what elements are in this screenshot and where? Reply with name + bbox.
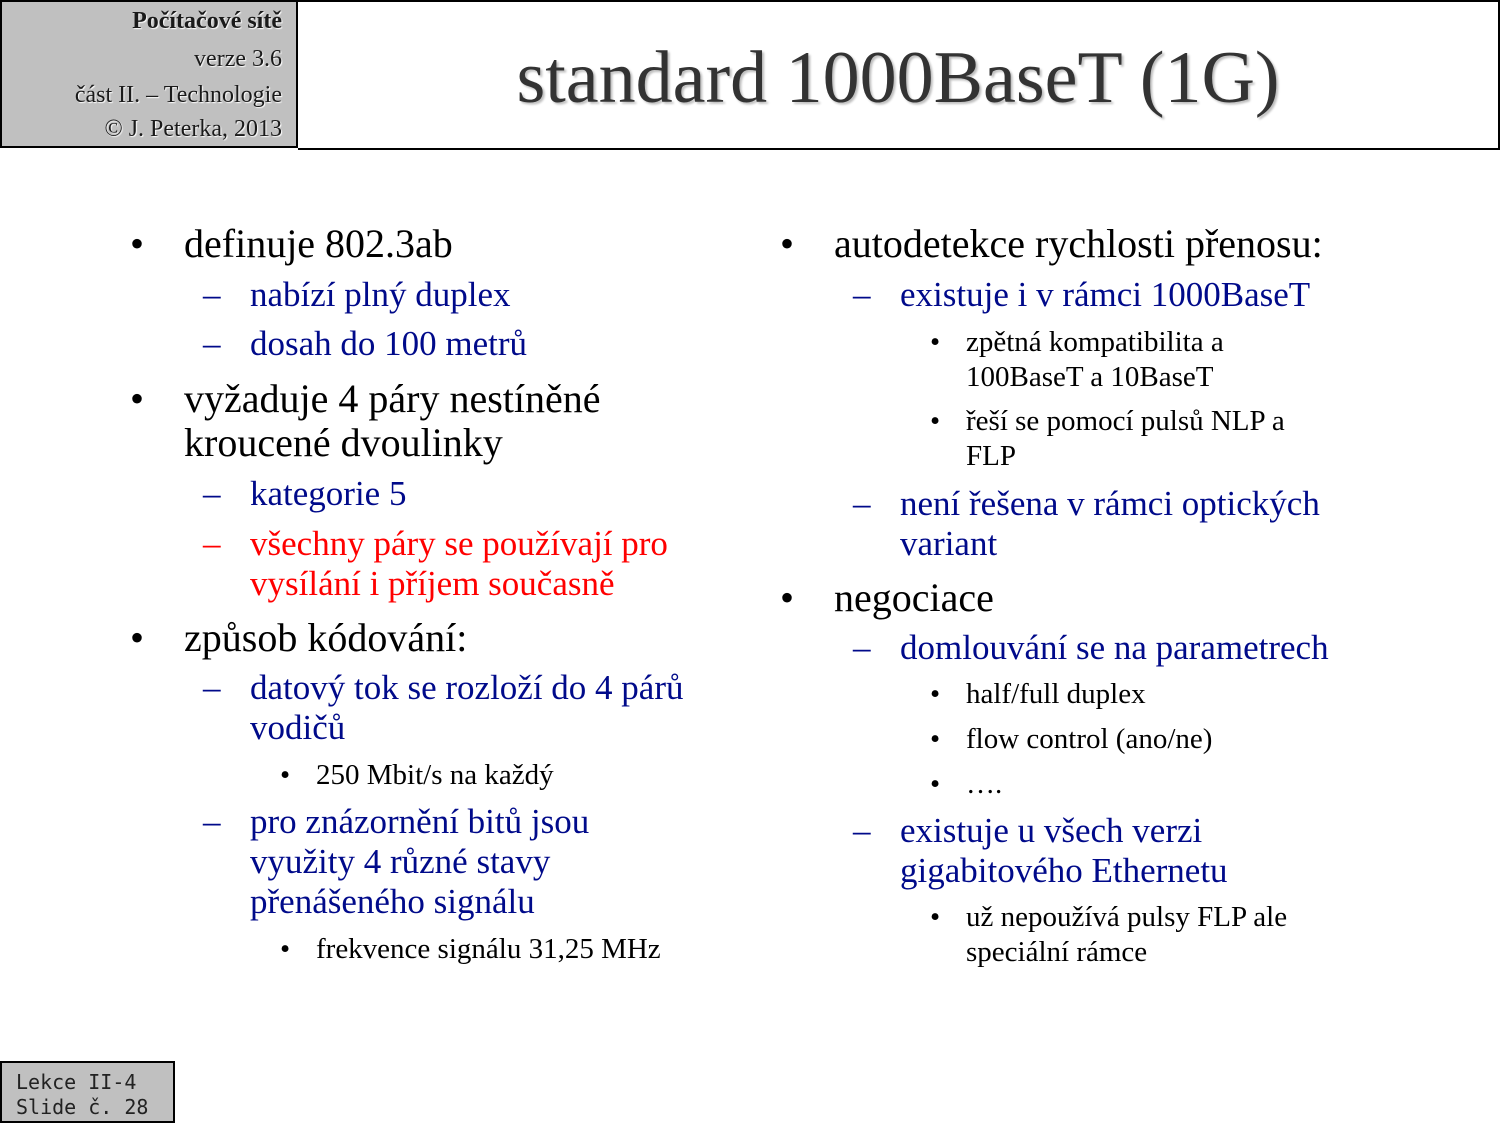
bullet-marker: • <box>930 723 941 755</box>
bullet-marker: • <box>930 768 941 800</box>
bullet-marker: • <box>930 901 941 933</box>
bullet-marker: • <box>130 221 145 266</box>
course-name: Počítačové sítě <box>132 8 282 34</box>
bullet-vyzaduje-line2: kroucené dvoulinky <box>184 420 503 465</box>
sub-neni-resena-line1: není řešena v rámci optických <box>900 484 1320 523</box>
sub-vsechny-pary-line2: vysílání i příjem současně <box>250 564 615 603</box>
dash-marker: – <box>853 484 871 523</box>
title-box <box>298 0 1500 150</box>
bullet-marker: • <box>930 678 941 710</box>
slide-number-label: Slide č. 28 <box>16 1095 149 1119</box>
point-ellipsis: …. <box>966 768 1003 800</box>
sub-kategorie: kategorie 5 <box>250 474 407 513</box>
bullet-marker: • <box>930 326 941 358</box>
sub-datovy-tok-line2: vodičů <box>250 708 346 747</box>
bullet-marker: • <box>280 759 291 791</box>
sub-znazorneni-line2: využity 4 různé stavy <box>250 842 551 881</box>
sub-znazorneni-line1: pro znázornění bitů jsou <box>250 802 590 841</box>
point-resi-line1: řeší se pomocí pulsů NLP a <box>966 405 1285 437</box>
lesson-label: Lekce II-4 <box>16 1070 137 1094</box>
slide-title: standard 1000BaseT (1G) <box>516 37 1280 119</box>
bullet-marker: • <box>130 376 145 421</box>
version-label: verze 3.6 <box>194 46 282 72</box>
bullet-marker: • <box>280 933 291 965</box>
point-frekvence: frekvence signálu 31,25 MHz <box>316 933 661 965</box>
sub-existuje-vsech-line1: existuje u všech verzi <box>900 811 1203 850</box>
sub-vsechny-pary-line1: všechny páry se používají pro <box>250 524 668 563</box>
point-half-full: half/full duplex <box>966 678 1146 710</box>
dash-marker: – <box>203 275 221 314</box>
slide-footer-box <box>0 1061 175 1123</box>
bullet-autodetekce: autodetekce rychlosti přenosu: <box>834 221 1323 266</box>
point-zpetna-line1: zpětná kompatibilita a <box>966 326 1224 358</box>
point-250mbit: 250 Mbit/s na každý <box>316 759 554 791</box>
sub-duplex: nabízí plný duplex <box>250 275 511 314</box>
dash-marker: – <box>853 628 871 667</box>
dash-marker: – <box>203 324 221 363</box>
dash-marker: – <box>203 802 221 841</box>
point-zpetna-line2: 100BaseT a 10BaseT <box>966 361 1214 393</box>
sub-neni-resena-line2: variant <box>900 524 998 563</box>
bullet-zpusob-kodovani: způsob kódování: <box>184 615 468 660</box>
bullet-marker: • <box>780 575 795 620</box>
sub-dosah: dosah do 100 metrů <box>250 324 528 363</box>
sub-datovy-tok-line1: datový tok se rozloží do 4 párů <box>250 668 684 707</box>
sub-znazorneni-line3: přenášeného signálu <box>250 882 535 921</box>
bullet-marker: • <box>930 405 941 437</box>
bullet-marker: • <box>780 221 795 266</box>
sub-existuje-vsech-line2: gigabitového Ethernetu <box>900 851 1228 890</box>
bullet-definuje: definuje 802.3ab <box>184 221 453 266</box>
point-flp-line1: už nepoužívá pulsy FLP ale <box>966 901 1288 933</box>
sub-existuje-1000baset: existuje i v rámci 1000BaseT <box>900 275 1311 314</box>
point-flow-control: flow control (ano/ne) <box>966 723 1213 755</box>
copyright-label: © J. Peterka, 2013 <box>104 116 282 142</box>
dash-marker: – <box>203 474 221 513</box>
dash-marker: – <box>203 524 221 563</box>
bullet-vyzaduje-line1: vyžaduje 4 páry nestíněné <box>184 376 601 421</box>
dash-marker: – <box>853 811 871 850</box>
header-info-box <box>0 0 298 148</box>
sub-domlouvani: domlouvání se na parametrech <box>900 628 1329 667</box>
point-flp-line2: speciální rámce <box>966 936 1148 968</box>
bullet-negociace: negociace <box>834 575 994 620</box>
dash-marker: – <box>203 668 221 707</box>
point-resi-line2: FLP <box>966 440 1016 472</box>
bullet-marker: • <box>130 615 145 660</box>
part-label: část II. – Technologie <box>74 82 282 108</box>
dash-marker: – <box>853 275 871 314</box>
